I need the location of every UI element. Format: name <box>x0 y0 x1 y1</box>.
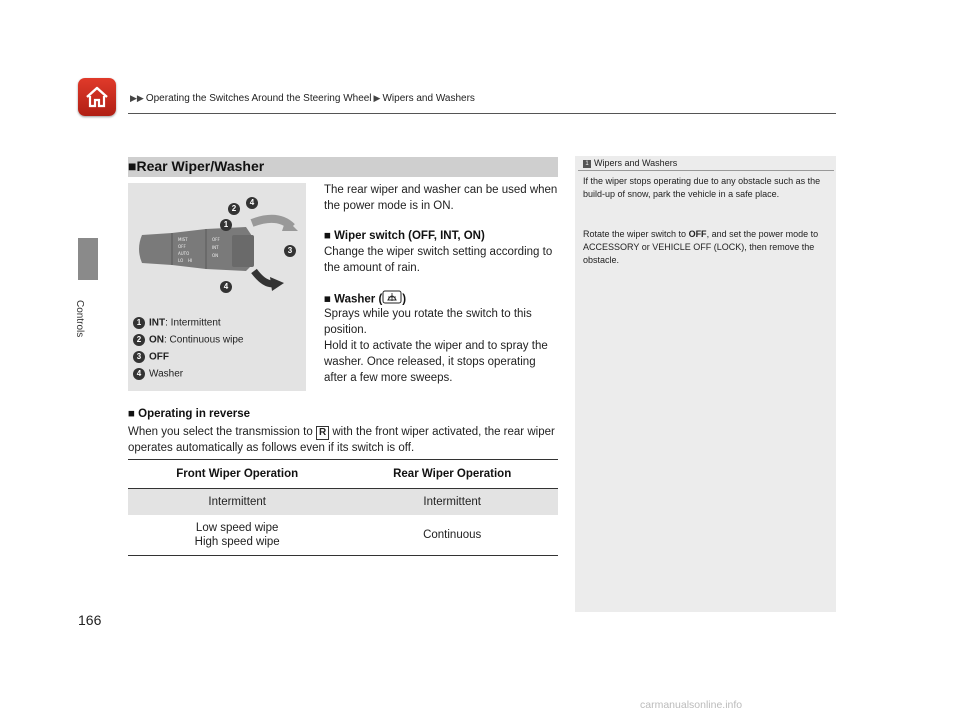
wiper-switch-text: Change the wiper switch setting according to the amount of rain. <box>324 246 553 274</box>
header-rule <box>128 113 836 114</box>
washer-heading: ■ Washer ( ) <box>324 290 560 309</box>
chapter-tab[interactable] <box>78 238 98 280</box>
note-ref-icon: 1 <box>583 160 591 168</box>
breadcrumb-current: Wipers and Washers <box>382 93 475 104</box>
table-row: Low speed wipe High speed wipe Continuous <box>128 515 558 556</box>
lever-label-rear-off: OFF <box>212 237 220 242</box>
gear-r-icon: R <box>316 426 329 440</box>
breadcrumb-arrow-icon: ▶ <box>373 93 381 103</box>
breadcrumb <box>128 93 475 104</box>
lever-label-rear-int: INT <box>212 245 219 250</box>
table-header-rear: Rear Wiper Operation <box>346 460 558 489</box>
table-header-front: Front Wiper Operation <box>128 460 346 489</box>
lever-label-off: OFF <box>178 244 186 249</box>
lever-label-lo: LO <box>178 258 184 263</box>
callout-1: 1 <box>220 219 232 231</box>
note-divider <box>578 170 834 171</box>
callout-4-top: 4 <box>246 197 258 209</box>
legend-item-washer: 4 Washer <box>133 368 183 380</box>
breadcrumb-arrow-icon: ▶▶ <box>130 93 144 103</box>
reverse-operation-table <box>128 459 558 556</box>
lever-label-auto: AUTO <box>178 251 190 256</box>
callout-3: 3 <box>284 245 296 257</box>
legend-item-int: 1 INT: Intermittent <box>133 317 221 329</box>
lever-label-rear-on: ON <box>212 253 219 258</box>
table-row: Intermittent Intermittent <box>128 489 558 516</box>
note-paragraph-1: If the wiper stops operating due to any obstacle such as the build-up of snow, park the vehicle in a safe place. <box>583 176 821 199</box>
wiper-switch-heading: ■ Wiper switch (OFF, INT, ON) <box>324 230 485 242</box>
home-button[interactable] <box>78 78 116 116</box>
intro-text: The rear wiper and washer can be used when the power mode is in ON. <box>324 184 558 212</box>
wiper-lever-illustration <box>128 183 306 313</box>
washer-text-1: Sprays while you rotate the switch to this position. <box>324 308 532 336</box>
side-note-panel <box>575 156 836 612</box>
callout-2: 2 <box>228 203 240 215</box>
washer-text-2: Hold it to activate the wiper and to spray the washer. Once released, it stops operating after a few more sweeps. <box>324 340 548 384</box>
legend-item-off: 3 OFF <box>133 351 169 363</box>
section-header <box>128 157 558 177</box>
chapter-label: Controls <box>74 300 85 338</box>
callout-4-bottom: 4 <box>220 281 232 293</box>
legend-item-on: 2 ON: Continuous wipe <box>133 334 244 346</box>
note-title: 1 Wipers and Washers <box>583 158 677 168</box>
lever-label-mist: MIST <box>178 237 188 242</box>
section-title: ■Rear Wiper/Washer <box>128 158 265 174</box>
watermark: carmanualsonline.info <box>640 699 743 711</box>
lever-label-hi: HI <box>188 258 193 263</box>
breadcrumb-link-switches[interactable]: Operating the Switches Around the Steering Wheel <box>145 93 372 104</box>
reverse-text: When you select the transmission to R with the front wiper activated, the rear wiper operates automatically as follows even if its switch is off. <box>128 426 555 454</box>
home-icon <box>83 83 111 111</box>
note-paragraph-2: Rotate the wiper switch to OFF, and set the power mode to ACCESSORY or VEHICLE OFF (LOCK), then remove the obstacle. <box>583 229 819 265</box>
page-number: 166 <box>78 612 102 628</box>
reverse-heading: ■ Operating in reverse <box>128 408 250 420</box>
